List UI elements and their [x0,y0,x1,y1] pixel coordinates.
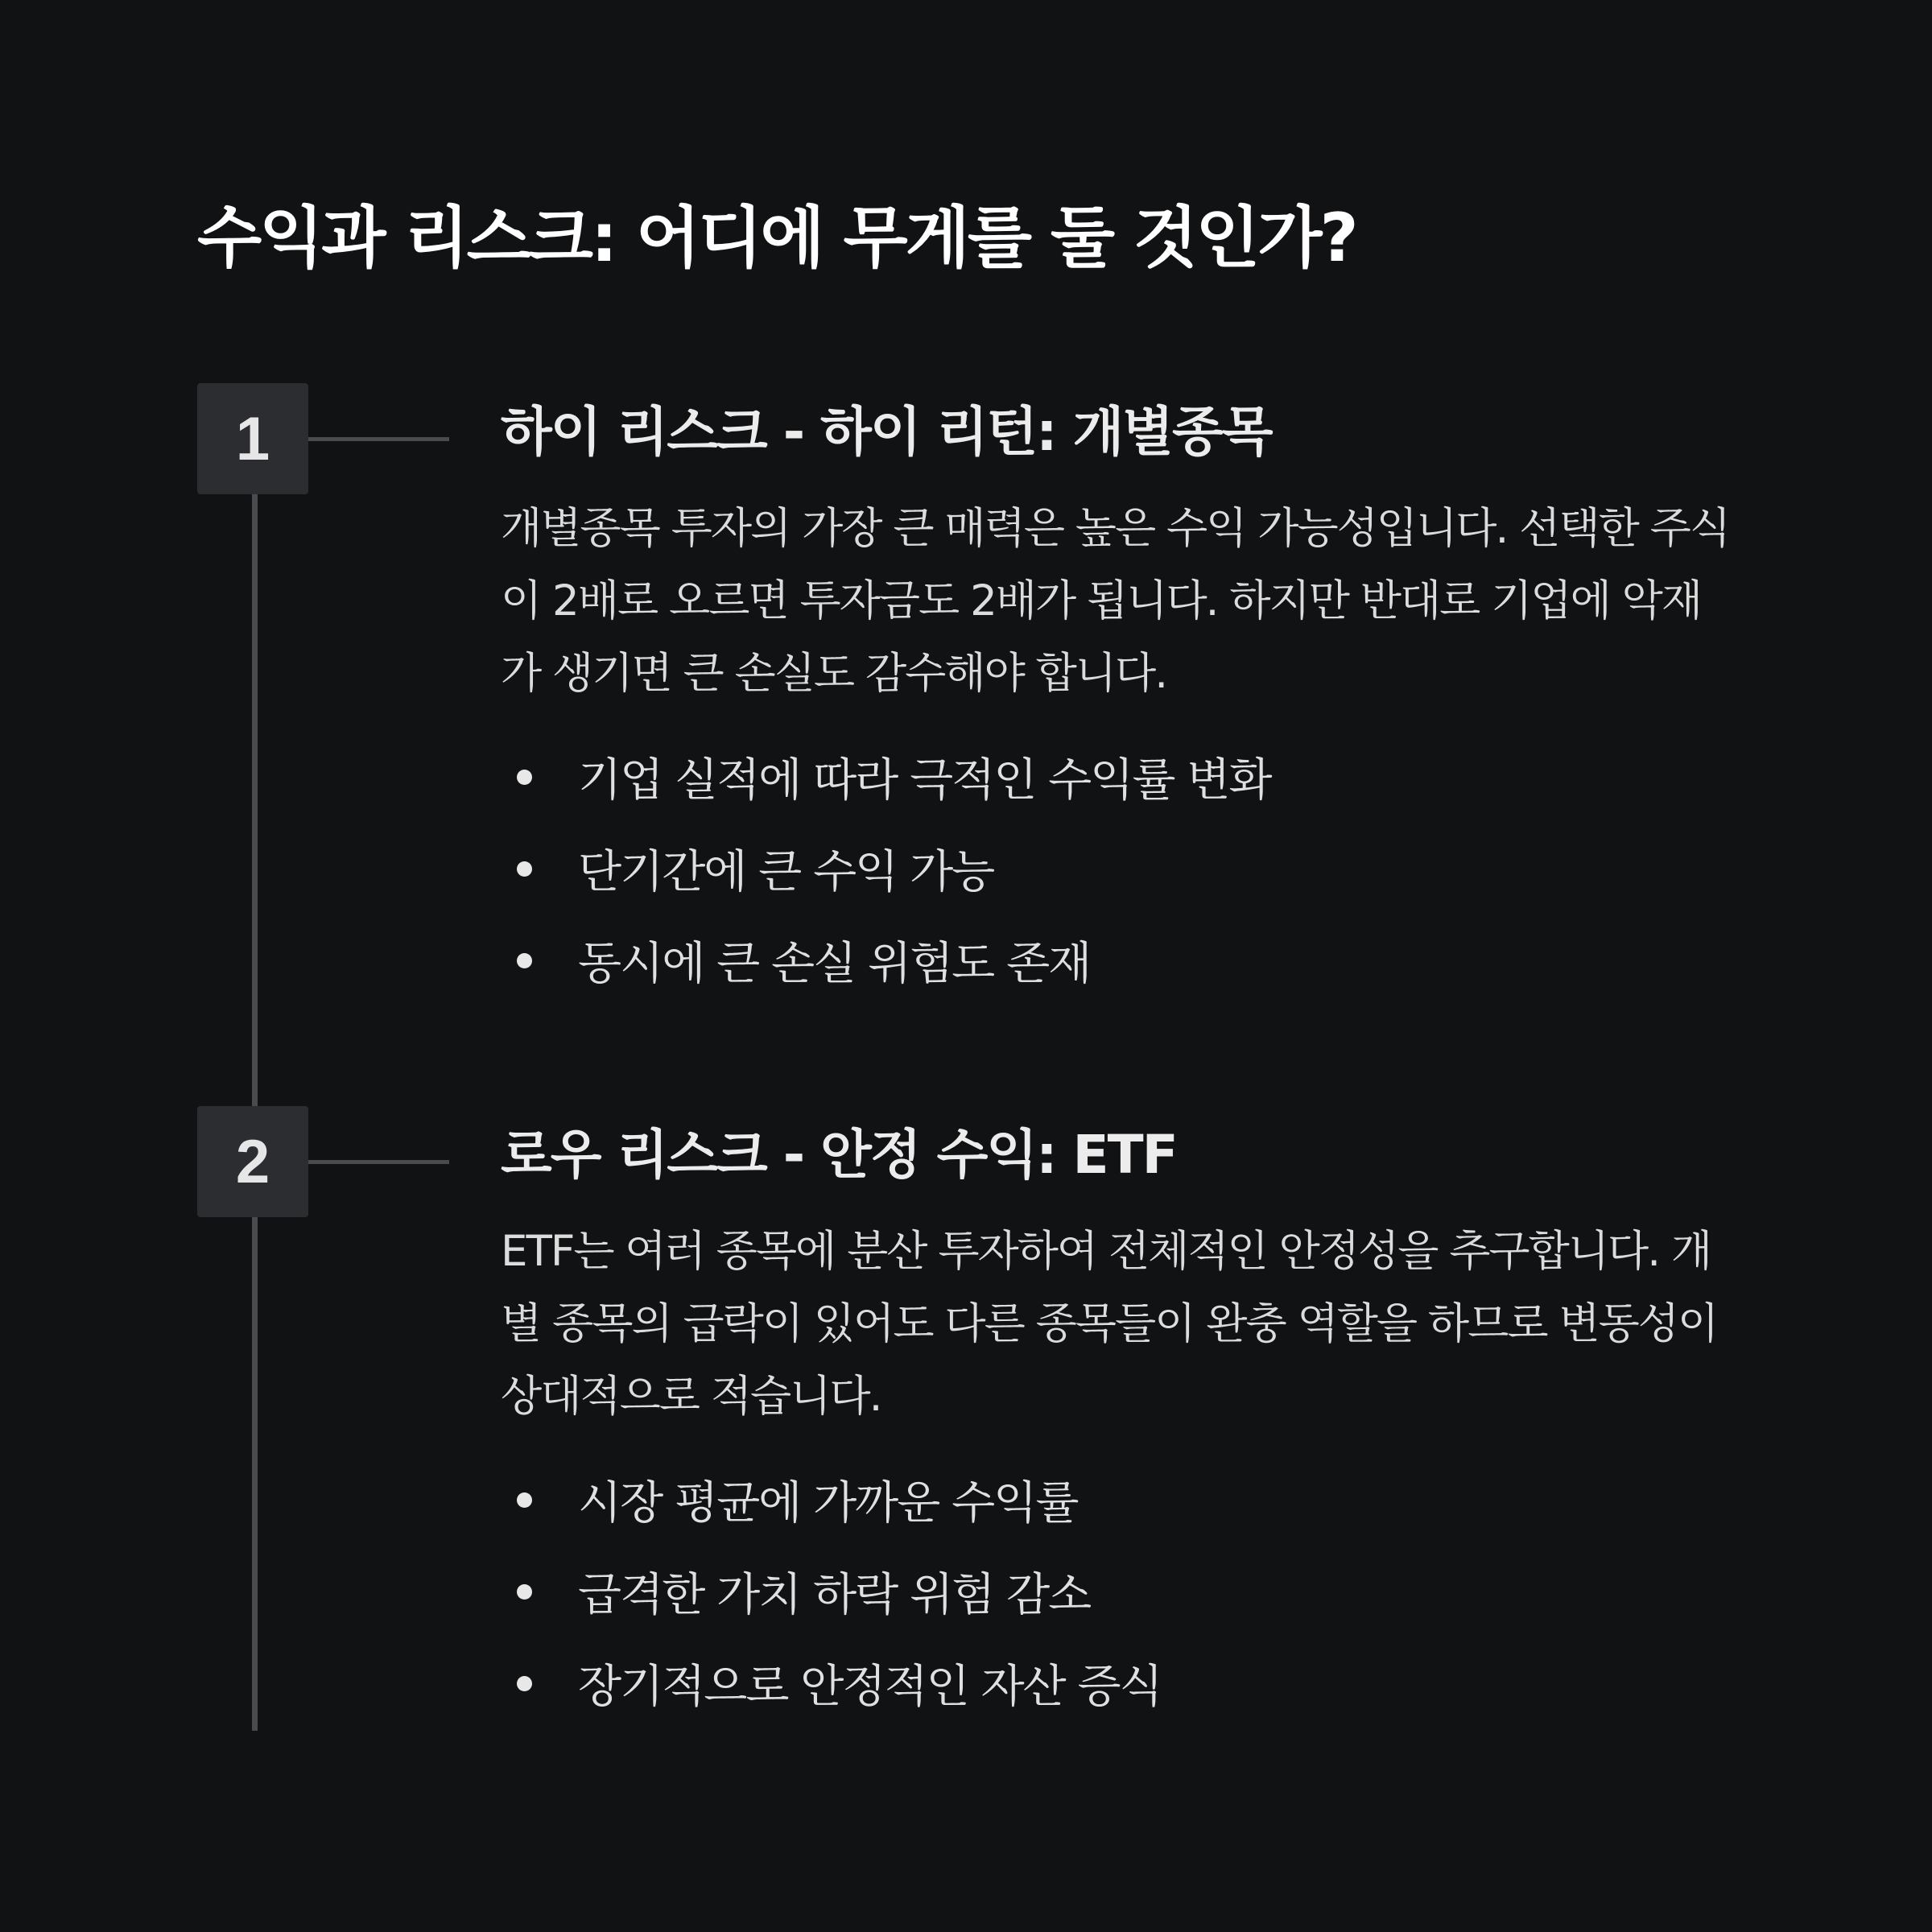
step-badge-1: 1 [197,383,308,494]
timeline-line-2 [252,1217,258,1731]
list-item-text: 시장 평균에 가까운 수익률 [578,1477,1078,1530]
list-item-text: 기업 실적에 따라 극적인 수익률 변화 [578,754,1271,807]
timeline-line-1 [252,493,258,1107]
bullet-dot-icon [517,861,532,877]
section-heading: 하이 리스크 - 하이 리턴: 개별종목 [501,401,1272,463]
list-item-text: 장기적으로 안정적인 자산 증식 [578,1661,1162,1714]
bullet-dot-icon [517,1492,532,1508]
bullet-dot-icon [517,1676,532,1691]
section-low-risk [501,1123,1740,1729]
list-item [501,731,1740,823]
list-item [501,823,1740,914]
list-item [501,1546,1740,1637]
bullet-list [501,1454,1740,1729]
section-description: 개별종목 투자의 가장 큰 매력은 높은 수익 가능성입니다. 선택한 주식이 2배로 오르면 투자금도 2배가 됩니다. 하지만 반대로 기업에 악재가 생기면 큰 손실도 감수해야 합니다. [501,504,1730,699]
list-item [501,914,1740,1006]
step-connector-1 [308,437,449,441]
list-item [501,1637,1740,1729]
section-high-risk [501,400,1740,1006]
step-connector-2 [308,1160,449,1164]
list-item-text: 단기간에 큰 수익 가능 [578,846,994,899]
step-badge-2: 2 [197,1106,308,1217]
list-item-text: 급격한 가치 하락 위험 감소 [578,1569,1091,1622]
section-description: ETF는 여러 종목에 분산 투자하여 전체적인 안정성을 추구합니다. 개별 종목의 급락이 있어도 다른 종목들이 완충 역할을 하므로 변동성이 상대적으로 적습니다. [501,1227,1718,1422]
section-heading: 로우 리스크 - 안정 수익: ETF [501,1124,1177,1186]
page-title: 수익과 리스크: 어디에 무게를 둘 것인가? [197,199,1356,277]
bullet-list [501,731,1740,1006]
list-item [501,1454,1740,1546]
bullet-dot-icon [517,770,532,785]
bullet-dot-icon [517,1584,532,1600]
list-item-text: 동시에 큰 손실 위험도 존재 [578,938,1091,991]
bullet-dot-icon [517,953,532,968]
